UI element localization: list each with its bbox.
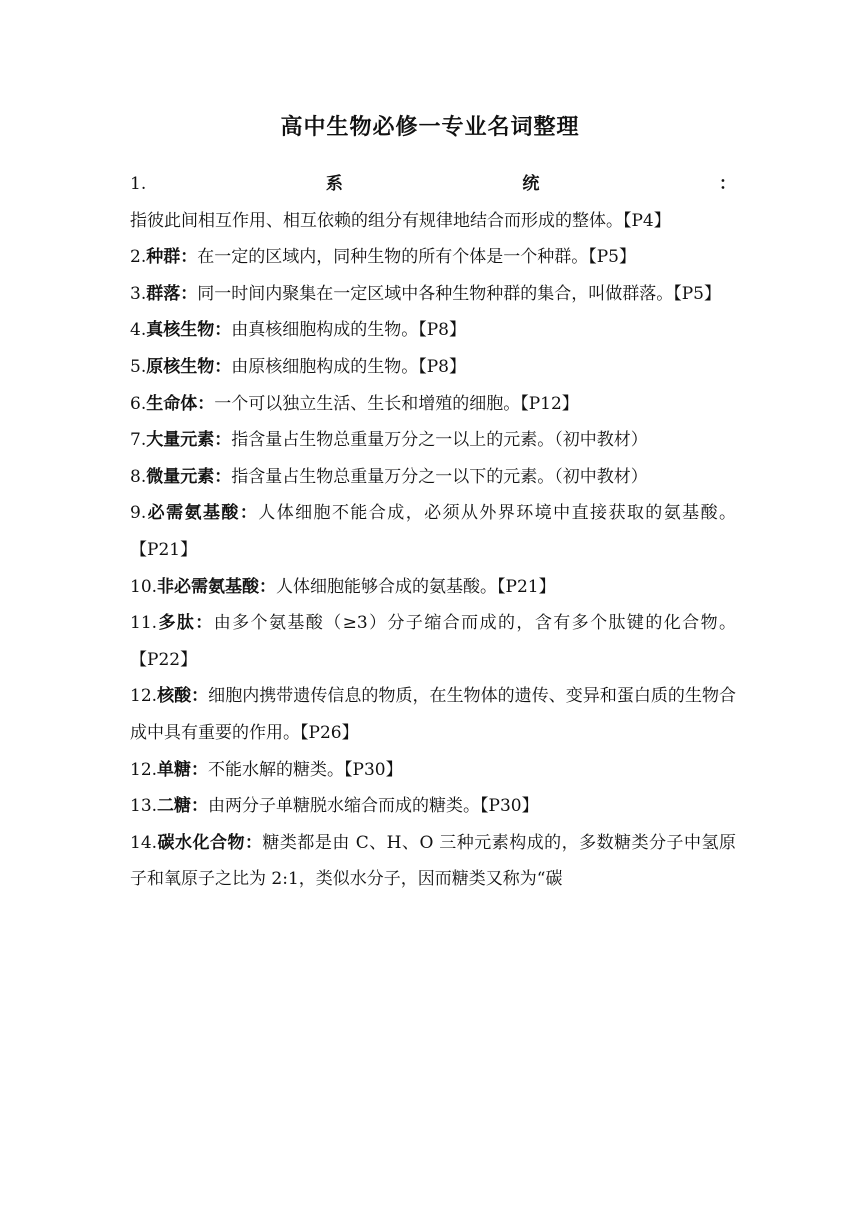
entry-number: 5. bbox=[130, 356, 147, 377]
term-entry bbox=[130, 752, 736, 789]
entry-term: 生命体 bbox=[146, 393, 198, 414]
term-entry bbox=[130, 239, 736, 276]
entry-number: 3. bbox=[130, 283, 147, 304]
entry-definition: 由原核细胞构成的生物。【P8】 bbox=[231, 356, 466, 377]
entry-term: 原核生物 bbox=[146, 356, 215, 377]
entry-definition: 指彼此间相互作用、相互依赖的组分有规律地结合而形成的整体。【P4】 bbox=[130, 210, 671, 231]
term-entry bbox=[130, 459, 736, 496]
entry-colon: ： bbox=[244, 832, 263, 853]
entry-term: 微量元素 bbox=[146, 466, 215, 487]
entry-definition: 糖类都是由 C、H、O 三种元素构成的，多数糖类分子中氢原子和氧原子之比为 2:1，类似水分子，因而糖类又称为“碳 bbox=[130, 832, 737, 890]
entry-number: 2. bbox=[130, 247, 147, 268]
entry-colon: ： bbox=[180, 283, 198, 304]
term-entry bbox=[130, 825, 736, 898]
entry-number: 8. bbox=[130, 466, 147, 487]
entry-colon: ： bbox=[180, 247, 198, 268]
entry-term: 碳水化合物 bbox=[157, 832, 245, 853]
page-title: 高中生物必修一专业名词整理 bbox=[280, 115, 580, 140]
term-entry bbox=[130, 495, 736, 568]
entry-definition: 人体细胞不能合成，必须从外界环境中直接获取的氨基酸。【P21】 bbox=[130, 503, 737, 560]
term-entry bbox=[130, 678, 736, 751]
term-entry bbox=[130, 422, 736, 459]
entry-colon: ： bbox=[259, 576, 277, 597]
entry-definition: 指含量占生物总重量万分之一以上的元素。（初中教材） bbox=[231, 430, 648, 451]
entry-colon: ： bbox=[719, 174, 736, 194]
entry-number: 7. bbox=[130, 430, 147, 451]
entry-colon: ： bbox=[191, 686, 209, 707]
term-list bbox=[130, 166, 736, 898]
entry-term: 非必需氨基酸 bbox=[157, 576, 260, 597]
entry-colon: ： bbox=[195, 613, 214, 634]
entry-number: 11. bbox=[130, 613, 158, 634]
entry-colon: ： bbox=[214, 430, 232, 451]
entry-colon: ： bbox=[214, 466, 232, 487]
entry-term: 多肽 bbox=[157, 613, 196, 634]
entry-term: 真核生物 bbox=[146, 320, 215, 341]
term-entry bbox=[130, 276, 736, 313]
entry-term: 必需氨基酸 bbox=[146, 503, 240, 524]
entry-number: 4. bbox=[130, 320, 147, 341]
entry-term: 系统 bbox=[146, 174, 719, 194]
entry-term: 单糖 bbox=[157, 759, 192, 780]
entry-definition: 细胞内携带遗传信息的物质，在生物体的遗传、变异和蛋白质的生物合成中具有重要的作用。【P26】 bbox=[130, 686, 737, 743]
entry-term: 种群 bbox=[146, 247, 181, 268]
entry-term: 群落 bbox=[146, 283, 181, 304]
entry-colon: ： bbox=[197, 393, 215, 414]
entry-number: 10. bbox=[130, 576, 158, 597]
term-entry bbox=[130, 312, 736, 349]
term-entry bbox=[130, 569, 736, 606]
entry-colon: ： bbox=[214, 356, 232, 377]
entry-definition: 同一时间内聚集在一定区域中各种生物种群的集合，叫做群落。【P5】 bbox=[197, 283, 721, 304]
entry-number: 1. bbox=[130, 174, 147, 194]
entry-colon: ： bbox=[214, 320, 232, 341]
term-entry bbox=[130, 166, 736, 239]
entry-term: 大量元素 bbox=[146, 430, 215, 451]
entry-definition: 指含量占生物总重量万分之一以下的元素。（初中教材） bbox=[231, 466, 648, 487]
entry-colon: ： bbox=[239, 503, 259, 524]
entry-term: 二糖 bbox=[157, 796, 192, 817]
entry-definition: 由多个氨基酸（≥3）分子缩合而成的，含有多个肽键的化合物。【P22】 bbox=[130, 613, 737, 670]
term-entry bbox=[130, 386, 736, 423]
term-entry bbox=[130, 605, 736, 678]
term-entry bbox=[130, 349, 736, 386]
term-entry bbox=[130, 788, 736, 825]
entry-definition: 一个可以独立生活、生长和增殖的细胞。【P12】 bbox=[214, 393, 579, 414]
entry-definition: 不能水解的糖类。【P30】 bbox=[208, 759, 403, 780]
entry-definition: 由两分子单糖脱水缩合而成的糖类。【P30】 bbox=[208, 796, 539, 817]
entry-colon: ： bbox=[191, 759, 209, 780]
entry-colon: ： bbox=[191, 796, 209, 817]
entry-number: 12. bbox=[130, 686, 158, 707]
entry-number: 14. bbox=[130, 832, 158, 853]
entry-definition: 由真核细胞构成的生物。【P8】 bbox=[231, 320, 466, 341]
entry-definition: 人体细胞能够合成的氨基酸。【P21】 bbox=[276, 576, 556, 597]
entry-number: 9. bbox=[130, 503, 147, 524]
entry-number: 12. bbox=[130, 759, 158, 780]
entry-number: 13. bbox=[130, 796, 158, 817]
entry-definition: 在一定的区域内，同种生物的所有个体是一个种群。【P5】 bbox=[197, 247, 636, 268]
entry-number: 6. bbox=[130, 393, 147, 414]
entry-term: 核酸 bbox=[157, 686, 192, 707]
